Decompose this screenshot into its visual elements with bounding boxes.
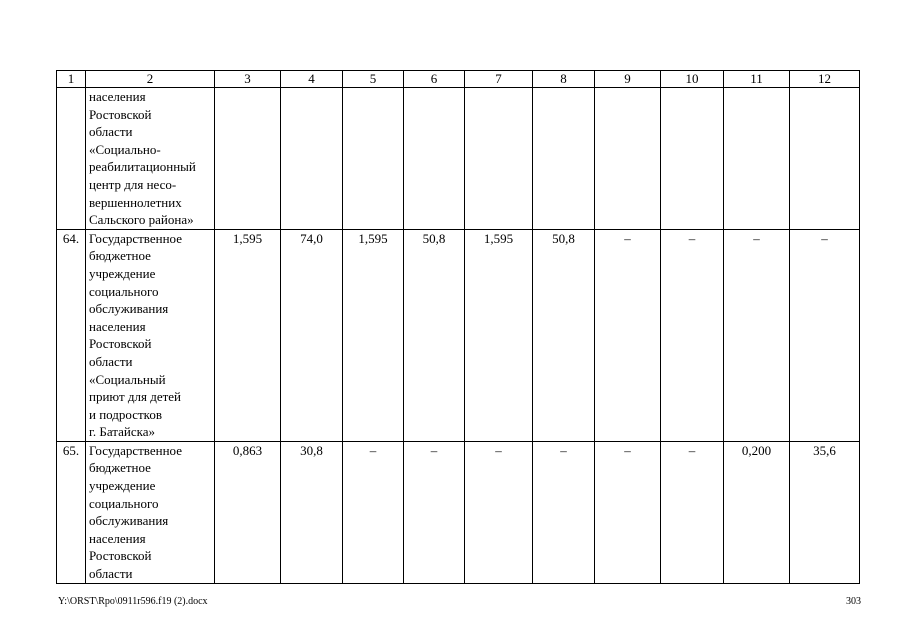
institution-name-line: приют для детей	[89, 389, 182, 405]
header-cell: 10	[661, 71, 724, 88]
value-cell: –	[661, 229, 724, 441]
value-cell: –	[724, 229, 790, 441]
institution-name	[86, 88, 215, 230]
value-cell: 1,595	[465, 229, 533, 441]
institution-name-line: области	[89, 566, 133, 582]
value-cell	[595, 88, 661, 230]
value-cell	[215, 88, 281, 230]
value-cell	[465, 88, 533, 230]
value-cell	[724, 88, 790, 230]
institution-name-line: Сальского района»	[89, 212, 194, 228]
value-cell	[343, 88, 404, 230]
value-cell: –	[465, 441, 533, 583]
value-cell: 35,6	[790, 441, 860, 583]
header-row	[57, 71, 860, 88]
value-cell	[790, 88, 860, 230]
header-cell: 1	[57, 71, 86, 88]
institution-name-line: Государственное	[89, 230, 182, 246]
header-cell: 12	[790, 71, 860, 88]
institution-name-line: социального	[89, 283, 159, 299]
value-cell	[404, 88, 465, 230]
row-number: 65.	[57, 441, 86, 583]
institution-name-line: учреждение	[89, 478, 156, 494]
institution-name-line: учреждение	[89, 265, 156, 281]
value-cell: –	[343, 441, 404, 583]
institution-name-line: области	[89, 124, 133, 140]
value-cell: 74,0	[281, 229, 343, 441]
data-table	[56, 70, 860, 584]
header-cell: 9	[595, 71, 661, 88]
institution-name-line: Государственное	[89, 442, 182, 458]
table-row	[57, 229, 860, 441]
institution-name-line: «Социально-	[89, 141, 161, 157]
value-cell: 0,863	[215, 441, 281, 583]
institution-name-line: социального	[89, 495, 159, 511]
header-cell: 7	[465, 71, 533, 88]
institution-name-line: обслуживания	[89, 301, 169, 317]
value-cell	[281, 88, 343, 230]
value-cell: 50,8	[404, 229, 465, 441]
value-cell: –	[595, 229, 661, 441]
institution-name-line: обслуживания	[89, 513, 169, 529]
institution-name-line: Ростовской	[89, 106, 152, 122]
institution-name-line: Ростовской	[89, 336, 152, 352]
institution-name-line: населения	[89, 318, 146, 334]
institution-name-line: Ростовской	[89, 548, 152, 564]
table-body	[57, 88, 860, 584]
table-row	[57, 441, 860, 583]
institution-name-line: населения	[89, 89, 146, 104]
institution-name-line: бюджетное	[89, 460, 151, 476]
value-cell: 1,595	[343, 229, 404, 441]
institution-name	[86, 229, 215, 441]
value-cell: –	[404, 441, 465, 583]
value-cell: 1,595	[215, 229, 281, 441]
institution-name-line: центр для несо-	[89, 176, 177, 192]
institution-name-line: бюджетное	[89, 248, 151, 264]
value-cell: –	[661, 441, 724, 583]
value-cell: –	[790, 229, 860, 441]
value-cell: –	[595, 441, 661, 583]
value-cell: 50,8	[533, 229, 595, 441]
row-number	[57, 88, 86, 230]
value-cell	[661, 88, 724, 230]
value-cell: 30,8	[281, 441, 343, 583]
value-cell: 0,200	[724, 441, 790, 583]
header-cell: 8	[533, 71, 595, 88]
value-cell	[533, 88, 595, 230]
institution-name-line: г. Батайска»	[89, 424, 155, 440]
header-cell: 11	[724, 71, 790, 88]
institution-name-line: вершеннолетних	[89, 194, 182, 210]
footer-file-path: Y:\ORST\Rpo\0911r596.f19 (2).docx	[58, 596, 208, 607]
header-cell: 5	[343, 71, 404, 88]
header-cell: 4	[281, 71, 343, 88]
institution-name-line: населения	[89, 530, 146, 546]
value-cell: –	[533, 441, 595, 583]
institution-name-line: «Социальный	[89, 371, 166, 387]
footer-page-number: 303	[846, 596, 861, 607]
institution-name	[86, 441, 215, 583]
header-cell: 2	[86, 71, 215, 88]
document-sheet	[56, 70, 860, 584]
institution-name-line: реабилитационный	[89, 159, 196, 175]
institution-name-line: и подростков	[89, 406, 162, 422]
header-cell: 6	[404, 71, 465, 88]
row-number: 64.	[57, 229, 86, 441]
institution-name-line: области	[89, 353, 133, 369]
table-row	[57, 88, 860, 230]
header-cell: 3	[215, 71, 281, 88]
